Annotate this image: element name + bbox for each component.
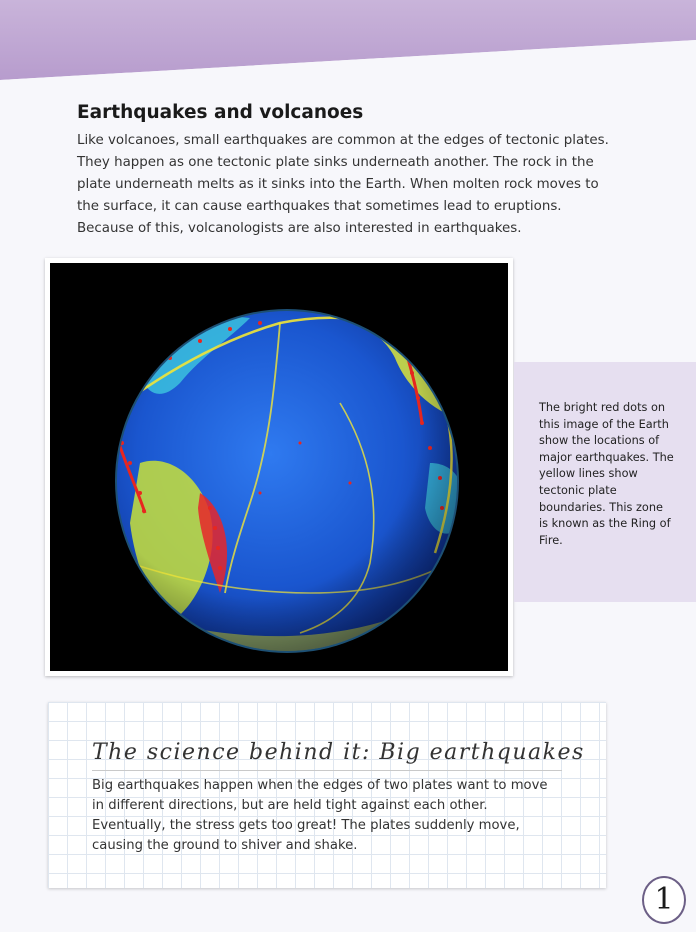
note-body: Big earthquakes happen when the edges of two plates want to move in different directions, but are held tight against each other. Eventually, the stress gets too great! The plates suddenly move, causing the ground to shiver and shake. [92,778,548,853]
section-heading: Earthquakes and volcanoes [77,102,364,123]
earth-image [50,263,508,671]
page-number: 1 [654,882,674,917]
note-title-underline [92,770,562,771]
earth-globe-illustration [50,263,508,671]
intro-paragraph: Like volcanoes, small earthquakes are common at the edges of tectonic plates. They happen as one tectonic plate sinks underneath another. The rock in the plate underneath melts as it sinks into the Earth. When molten rock moves to the surface, it can cause earthquakes that sometimes lead to eruptions. Because of this, volcanologists are also interested in earthquakes. [77,133,609,236]
earth-image-frame [45,258,513,676]
note-title: The science behind it: Big earthquakes [92,740,585,765]
page-number-badge [642,876,686,924]
image-caption: The bright red dots on this image of the Earth show the locations of major earthquakes. The yellow lines show tectonic plate boundaries. This zone is known as the Ring of Fire. [539,401,674,547]
science-note-box [48,702,606,888]
caption-panel [514,362,696,602]
